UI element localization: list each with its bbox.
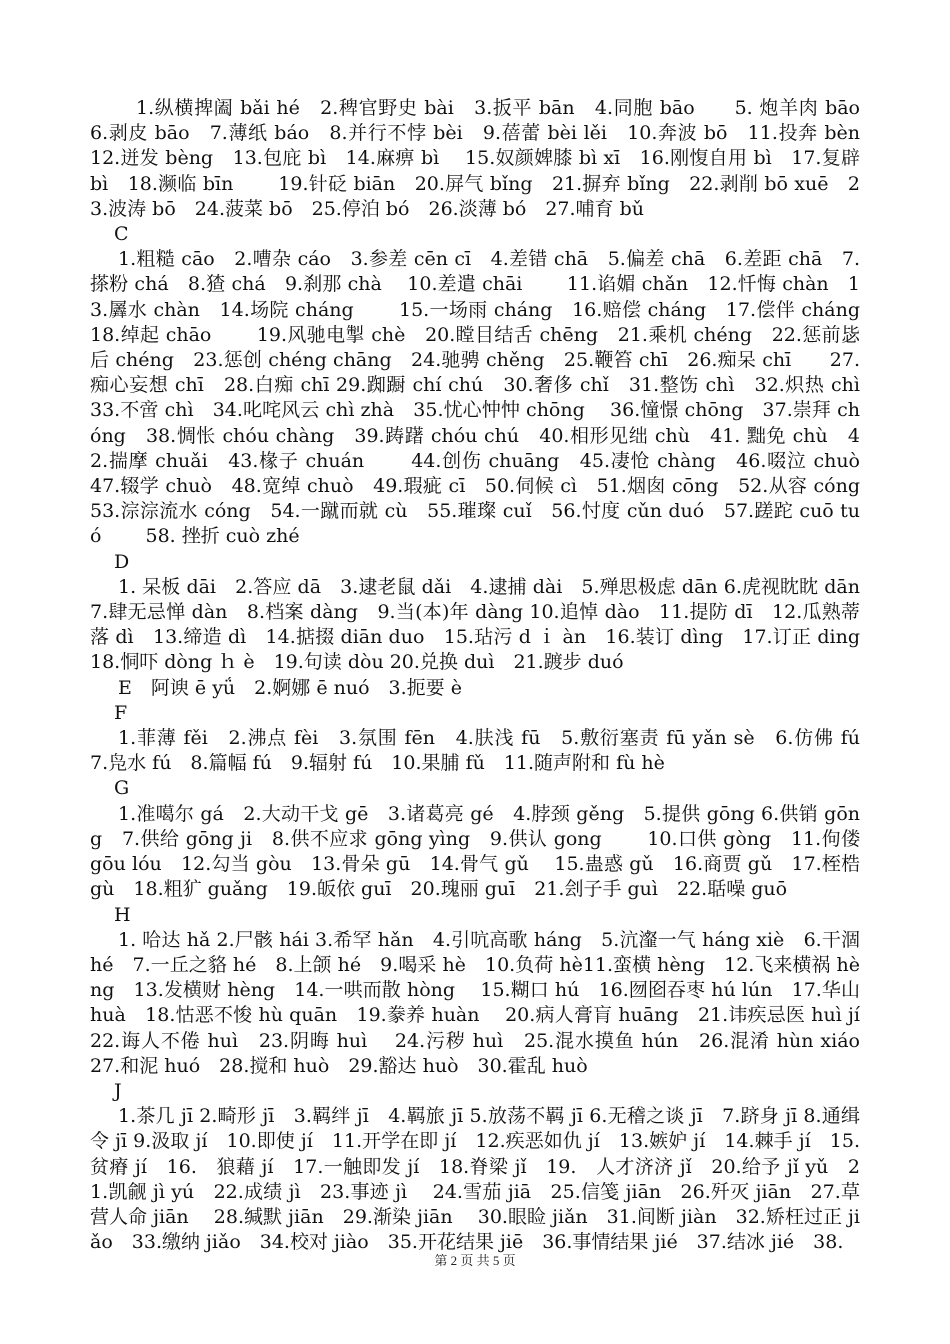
section-c-heading: C bbox=[114, 223, 129, 246]
section-b-paragraph: 1.纵横捭阖 bǎi hé 2.稗官野史 bài 3.扳平 bān 4.同胞 bāo 5. 炮羊肉 bāo 6.剥皮 bāo 7.薄纸 báo 8.并行不悖 bèi 9.蓓蕾 bèi lěi 10.奔波 bō 11.投奔 bèn 12.迸发 bèng 13.包庇 bì 14.麻痹 bì 15.奴颜婢膝 bì xī 16.刚愎自用 bì 17.复辟 bì 18.濒临 bīn 19.针砭 biān 20.屏气 bǐng 21.摒弃 bǐng 22.剥削 bō xuē 23.波涛 bō 24.菠菜 bō 25.停泊 bó 26.淡薄 bó 27.哺育 bǔ bbox=[90, 97, 880, 220]
section-f-heading: F bbox=[114, 701, 128, 724]
section-c-paragraph: 1.粗糙 cāo 2.嘈杂 cáo 3.参差 cēn cī 4.差错 chā 5.偏差 chā 6.差距 chā 7.搽粉 chá 8.猹 chá 9.刹那 chà 10.差遣 chāi 11.谄媚 chǎn 12.忏悔 chàn 13.羼水 chàn 14.场院 cháng 15.一场雨 cháng 16.赔偿 cháng 17.偿伴 cháng 18.绰起 chāo 19.风驰电掣 chè 20.瞠目结舌 chēng 21.乘机 chéng 22.惩前毖后 chéng 23.惩创 chéng chāng 24.驰骋 chěng 25.鞭笞 chī 26.痴呆 chī 27.痴心妄想 chī 28.白痴 chī 29.踟蹰 chí chú 30.奢侈 chǐ 31.整饬 chì 32.炽热 chì 33.不啻 chì 34.叱咤风云 chì zhà 35.忧心忡忡 chōng 36.憧憬 chōng 37.崇拜 chóng 38.惆怅 chóu chàng 39.踌躇 chóu chú 40.相形见绌 chù 41. 黜免 chù 42.揣摩 chuǎi 43.椽子 chuán 44.创伤 chuāng 45.凄怆 chàng 46.啜泣 chuò 47.辍学 chuò 48.宽绰 chuò 49.瑕疵 cī 50.伺候 cì 51.烟囱 cōng 52.从容 cóng 53.淙淙流水 cóng 54.一蹴而就 cù 55.璀璨 cuǐ 56.忖度 cǔn duó 57.蹉跎 cuō tuó 58. 挫折 cuò zhé bbox=[90, 248, 880, 548]
section-f-paragraph: 1.菲薄 fěi 2.沸点 fèi 3.氛围 fēn 4.肤浅 fū 5.敷衍塞责 fū yǎn sè 6.仿佛 fú 7.凫水 fú 8.篇幅 fú 9.辐射 fú 10.果脯 fǔ 11.随声附和 fù hè bbox=[90, 727, 880, 775]
document-body bbox=[90, 96, 880, 1255]
section-h-heading: H bbox=[114, 903, 131, 926]
section-d-paragraph: 1. 呆板 dāi 2.答应 dā 3.逮老鼠 dǎi 4.逮捕 dài 5.殚思极虑 dān 6.虎视眈眈 dān 7.肆无忌惮 dàn 8.档案 dàng 9.当(本)年 dàng 10.追悼 dào 11.提防 dī 12.瓜熟蒂落 dì 13.缔造 dì 14.掂掇 diān duo 15.玷污 d ｉ àn 16.装订 dìng 17.订正 ding 18.恫吓 dòng ｈ è 19.句读 dòu 20.兑换 duì 21.踱步 duó bbox=[90, 575, 880, 674]
page-number-footer: 第 2 页 共 5 页 bbox=[434, 1253, 516, 1268]
section-j-paragraph: 1.茶几 jī 2.畸形 jī 3.羁绊 jī 4.羁旅 jī 5.放荡不羁 jī 6.无稽之谈 jī 7.跻身 jī 8.通缉令 jī 9.汲取 jí 10.即使 jí 11.开学在即 jí 12.疾恶如仇 jí 13.嫉妒 jí 14.棘手 jí 15.贫瘠 jí 16. 狼藉 jí 17.一触即发 jí 18.脊梁 jǐ 19. 人才济济 jǐ 20.给予 jǐ yǔ 21.凯觎 jì yú 22.成绩 jì 23.事迹 jì 24.雪茄 jiā 25.信笺 jiān 26.歼灭 jiān 27.草营人命 jiān 28.缄默 jiān 29.渐染 jiān 30.眼睑 jiǎn 31.间断 jiàn 32.矫枉过正 jiǎo 33.缴纳 jiǎo 34.校对 jiào 35.开花结果 jiē 36.事情结果 jié 37.结冰 jié 38. bbox=[90, 1105, 860, 1254]
section-j-heading: J bbox=[114, 1079, 122, 1102]
section-g-heading: G bbox=[114, 777, 130, 800]
section-g-paragraph: 1.准噶尔 gá 2.大动干戈 gē 3.诸葛亮 gé 4.脖颈 gěng 5.提供 gōng 6.供销 gōng 7.供给 gōng ji 8.供不应求 gōng yìng 9.供认 gong 10.口供 gòng 11.佝偻 gōu lóu 12.勾当 gòu 13.骨朵 gū 14.骨气 gǔ 15.蛊惑 gǔ 16.商贾 gǔ 17.桎梏 gù 18.粗犷 guǎng 19.皈依 guī 20.瑰丽 guī 21.刽子手 guì 22.聒噪 guō bbox=[90, 802, 860, 901]
section-h-paragraph: 1. 哈达 hǎ 2.尸骸 hái 3.希罕 hǎn 4.引吭高歌 háng 5.沆瀣一气 háng xiè 6.干涸 hé 7.一丘之貉 hé 8.上颌 hé 9.喝采 hè 10.负荷 hè11.蛮横 hèng 12.飞来横祸 hèng 13.发横财 hèng 14.一哄而散 hòng 15.糊口 hú 16.囫囵吞枣 hú lún 17.华山 huà 18.怙恶不悛 hù quān 19.豢养 huàn 20.病人膏肓 huāng 21.讳疾忌医 huì jí 22.诲人不倦 huì 23.阴晦 huì 24.污秽 huì 25.混水摸鱼 hún 26.混淆 hùn xiáo 27.和泥 huó 28.搅和 huò 29.豁达 huò 30.霍乱 huò bbox=[90, 928, 880, 1077]
section-d-heading: D bbox=[114, 550, 130, 573]
section-e-line: E 阿谀 ē yǘ 2.婀娜 ē nuó 3.扼要 è bbox=[118, 676, 462, 699]
